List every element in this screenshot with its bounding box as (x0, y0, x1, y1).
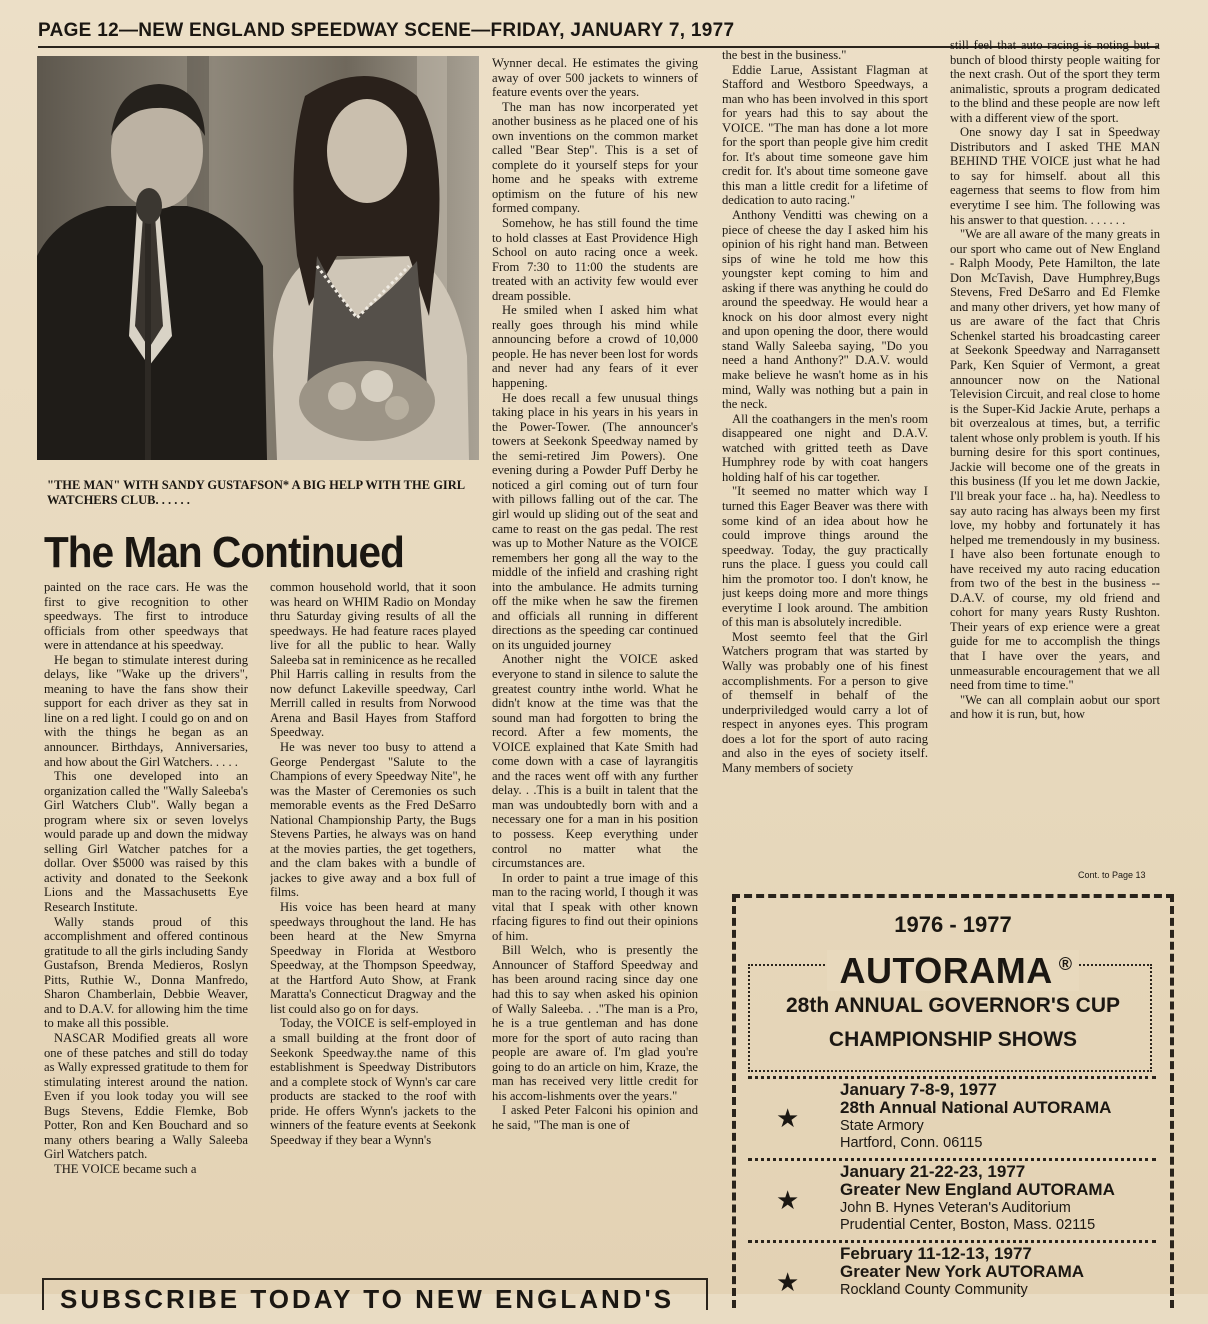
event-name: Greater New England AUTORAMA (840, 1180, 1115, 1199)
paragraph: "We are all aware of the many greats in our sport who came out of New England - Ralph Moody, Pete Hamilton, the late Don McTavish, Dave Humphrey,Bugs Stevens, Fred DeSarro and Ed Flemke and many other drivers, yet how many of us are aware of the fact that Chris Schenkel started his broadcasting career at Seekonk Speedway and Narragansett Park, Ken Squier of Vermont, a great announcer now on the National Television Circuit, and real close to home is the Super-Kid Jackie Arute, perhaps a bit overzealous at times, but, a terrific talent whose only problem is youth. If his burning desire for this sport continues, Jackie will become one of the greats in this business (If you let me down Jackie, I'll break your face .. ha, ha). Needless to say auto racing has always been my first love, my hobby and fortunately it has helped me tremendously in my business. I have also been fortunate enough to have received my auto racing education from two of the best in the business -- D.A.V. of course, my old friend and cohort for many years Rusty Rushton. Their years of exp erience were a great guide for me to accomplish the things that I have over the years, and unmeasurable encouragement that we all need from time to time." (950, 227, 1160, 693)
paragraph: Wally stands proud of this accomplishment and offered continous gratitude to all the girls including Sandy Gustafson, Brenda Medieros, Roslyn Pitts, Ruthie W., Donna Manfredo, Sharon Chamberlain, Debbie Weaver, and to D.A.V. for allowing him the time to make all this possible. (44, 914, 248, 1031)
paragraph: He was never too busy to attend a George Pendergast "Salute to the Champions of every Speedway Nite", he was the Master of Ceremonies os such memorable events as the Fred DeSarro National Championship Party, the Bugs Stevens Parties, he always was on hand at the movies parties, the get togethers, and the clam bakes with a bundle of jackes to give away and a box full of films. (270, 740, 476, 900)
event-address: Prudential Center, Boston, Mass. 02115 (840, 1217, 1096, 1233)
event-dates: February 11-12-13, 1977 (840, 1244, 1032, 1263)
event-name: Greater New York AUTORAMA (840, 1262, 1085, 1281)
paragraph: Wynner decal. He estimates the giving away of over 500 jackets to winners of feature events over the years. (492, 56, 698, 100)
subscribe-text: SUBSCRIBE TODAY TO NEW ENGLAND'S (60, 1284, 675, 1310)
autorama-ad (732, 894, 1174, 1308)
photo-illustration (37, 56, 479, 460)
paragraph: THE VOICE became such a (54, 1161, 197, 1176)
event-venue: John B. Hynes Veteran's Auditorium (840, 1200, 1071, 1216)
photo-caption: "THE MAN" WITH SANDY GUSTAFSON* A BIG HELP WITH THE GIRL WATCHERS CLUB. . . . . . (47, 478, 465, 507)
ad-year: 1976 - 1977 (894, 912, 1012, 937)
event-dates: January 21-22-23, 1977 (840, 1162, 1026, 1181)
paragraph: Anthony Venditti was chewing on a piece of cheese the day I asked him his opinion of his right hand man. Between sips of wine he told me how this youngster kept coming to him and asking if there was anything he could do around the speedway. He would hear a knock on his door almost every night and upon opening the door, there would stand Wally Saleeba saying, "Do you need a hand Anthony?" D.A.V. would make believe he wasn't home as in his mind, Wally was nothing but a pain in the neck. (722, 208, 928, 412)
event-dates: January 7-8-9, 1977 (840, 1080, 997, 1099)
event-venue: State Armory (840, 1118, 924, 1134)
article-headline: The Man Continued (44, 528, 404, 577)
paragraph: This one developed into an organization called the "Wally Saleeba's Girl Watchers Club". Wally began a program where six or seven lovelys would parade up and down the midway selling Girl Watcher patches for a dollar. Over $5000 was raised by this activity and donated to the Seekonk Lions and the Massachusetts Eye Research Institute. (44, 769, 248, 915)
paragraph: His voice has been heard at many speedways throughout the land. He has been heard at the New Smyrna Speedway in Florida at Westboro Speedway, at the Thompson Speedway, at the Hartford Auto Show, at Frank Maratta's Connecticut Dragway and the list could also go on for days. (270, 900, 476, 1016)
paragraph: He does recall a few unusual things taking place in his years in his years in the Power-Tower. (The announcer's towers at Seekonk Speedway named by the semi-retired Jim Powers). One evening during a Powder Puff Derby he noticed a girl coming out of turn four with pillows falling out of the car. The girl would up sliding out of the seat and came to reast on the gas pedal. The rest was up to Mother Nature as the VOICE remembers her gong all the way to the middle of the infield and crashing right into the ambulance. He admits turning off the mike when he saw the firemen and officials all running in different directions as the speeding car continued on its unguided journey (492, 390, 698, 652)
paragraph: Somehow, he has still found the time to hold classes at East Providence High School on auto racing once a week. From 7:30 to 11:00 the students are treated with an activity few would ever dream possible. (492, 216, 698, 303)
paragraph: "We can all complain aobut our sport and how it is run, but, how (950, 692, 1160, 722)
ad-brand-name: AUTORAMA (833, 950, 1058, 991)
paragraph: All the coathangers in the men's room disappeared one night and D.A.V. watched with gritted teeth as Dave Humphrey rode by with coat hangers holding half of his car together. (722, 411, 928, 484)
star-icon: ★ (776, 1186, 800, 1215)
paragraph: The man has now incorperated yet another business as he placed one of his own inventions on the common market called "Bear Step". This is a set of complete do it yourself steps for your home and he speaks with extreme optimism on the future of his new formed company. (492, 99, 698, 216)
ad-event-new-york (736, 1244, 1170, 1324)
paragraph: Today, the VOICE is self-employed in a small building at the front door of Seekonk Speedway.the name of this establishment is Speedway Distributors and a complete stock of Wynn's car care products are stacked to the roof with pride. He offers Wynn's jackets to the winners of the feature events at Seekonk Speedway if they bear a Wynn's (270, 1016, 476, 1147)
paragraph: common household world, that it soon was heard on WHIM Radio on Monday thru Saturday giving results of all the speedways. He had feature races played live for all the public to hear. Wally Saleeba sat in reminicence as he recalled Phil Harris calling in results from the now defunct Lakeville speedway, Carl Merrill called in results from Norwood Arena and Basil Hayes from Stafford Speedway. (270, 580, 476, 740)
ad-divider (748, 1076, 1156, 1079)
article-column-5 (950, 38, 1160, 890)
paragraph: One snowy day I sat in Speedway Distributors and I asked THE MAN BEHIND THE VOICE just what he had to say for himself. about all this eagerness that seems to flow from him everytime I see him. The following was his answer to that question. . . . . . . (950, 125, 1160, 227)
paragraph: He began to stimulate interest during delays, like "Wake up the drivers", meaning to have the fans show their support for each driver as they sat in line on a red light. I could go on and on with the things he began as an announcer. Birthdays, Anniversaries, and how about the Girl Watchers. . . . . (44, 652, 248, 769)
article-column-4 (722, 48, 928, 890)
paragraph: NASCAR Modified greats all wore one of these patches and still do today as Wally expressed gratitude to them for stimulating interest around the nation. Even if you look today you will see Bugs Stevens, Eddie Flemke, Bob Potter, Ron and Ken Bouchard and so many others bearing a Wally Saleeba Girl Watchers patch. (44, 1030, 248, 1162)
ad-brand (736, 950, 1170, 992)
paragraph: Most seemto feel that the Girl Watchers program that was started by Wally was probably one of his finest accomplishments. For a person to give of themself in behalf of the underpriviledged would carry a lot of respect in anyones eyes. This program does a lot for the sport of auto racing and also in the eyes of society itself. Many members of society (722, 629, 928, 775)
paragraph: I asked Peter Falconi his opinion and he said, "The man is one of (492, 1103, 698, 1132)
paragraph: still feel that auto racing is noting but a bunch of blood thirsty people waiting for the next crash. Out of the sport they term animalistic, sprouts a program dedicated to the blind and these people are now left with a different view of the sport. (950, 38, 1160, 125)
article-column-1 (44, 580, 248, 1276)
star-icon: ★ (776, 1268, 800, 1297)
article-column-3 (492, 56, 698, 1274)
paragraph: "It seemed no matter which way I turned this Eager Beaver was there with some kind of an idea about how he could improve things around the speedway. Today, the guy practically runs the place. I guess you could call him the promotor too. I don't know, he just keeps doing more and more things everytime I look around. The ambition of this man is absolutely incredible. (722, 484, 928, 630)
event-address: Hartford, Conn. 06115 (840, 1135, 983, 1151)
header-title: PAGE 12—NEW ENGLAND SPEEDWAY SCENE—FRIDAY, JANUARY 7, 1977 (38, 20, 735, 41)
ad-divider (748, 1240, 1156, 1243)
event-name: 28th Annual National AUTORAMA (840, 1098, 1112, 1117)
ad-subtitle-2: CHAMPIONSHIP SHOWS (828, 1028, 1078, 1051)
paragraph: In order to paint a true image of this man to the racing world, I though it was vital that I speak with other known rfacing figures to find out their opinions of him. (492, 870, 698, 943)
star-icon: ★ (776, 1104, 800, 1133)
paragraph: painted on the race cars. He was the first to give recognition to other speedways. The first to introduce officials from other speedways that were in attendance at his speedway. (44, 580, 248, 653)
event-venue: Rockland County Community (840, 1282, 1028, 1298)
registered-mark: ® (1058, 954, 1073, 974)
subscribe-banner (42, 1278, 708, 1310)
article-column-2 (270, 580, 476, 1276)
ad-event-hartford (736, 1080, 1170, 1160)
ad-divider (748, 1158, 1156, 1161)
photo-the-man-and-sandy (37, 56, 479, 460)
paragraph: Eddie Larue, Assistant Flagman at Stafford and Westboro Speedways, a man who has been involved in this sport for years had this to say about the VOICE. "The man has done a lot more for the sport than people give him credit for. It's about time someone gave him credit for. It's about time someone gave this man a little credit for a lifetime of dedication to auto racing." (722, 62, 928, 208)
ad-event-boston (736, 1162, 1170, 1242)
paragraph: Bill Welch, who is presently the Announcer of Stafford Speedway and has been around racing since day one had this to say when asked his opinion of Wally Saleeba. . ."The man is a Pro, he is a true gentleman and has done more for the sport of auto racing than people are aware of. I'm glad you're going to do an article on him, Kraze, the man has received very little credit for his accom-lishments over the years." (492, 943, 698, 1103)
paragraph: Another night the VOICE asked everyone to stand in silence to salute the greatest country inthe world. What he didn't know at the time was that the sound man had forgotten to bring the record. After a few moments, the VOICE explained that Kate Smith had come down with a case of layrangitis and the races went off with any further delay. . .This is a built in talent that the man was undoubtedly born with and a necessary one for a man in his position to possess. Keep everything under control no matter what the circumstances are. (492, 652, 698, 871)
ad-subtitle-1: 28th ANNUAL GOVERNOR'S CUP (785, 994, 1121, 1017)
paragraph: the best in the business." (722, 48, 847, 62)
continued-note: Cont. to Page 13 (1078, 870, 1146, 880)
paragraph: He smiled when I asked him what really goes through his mind while announcing before a crowd of 10,000 people. He has never been lost for words and never had any fears of it ever happening. (492, 303, 698, 391)
